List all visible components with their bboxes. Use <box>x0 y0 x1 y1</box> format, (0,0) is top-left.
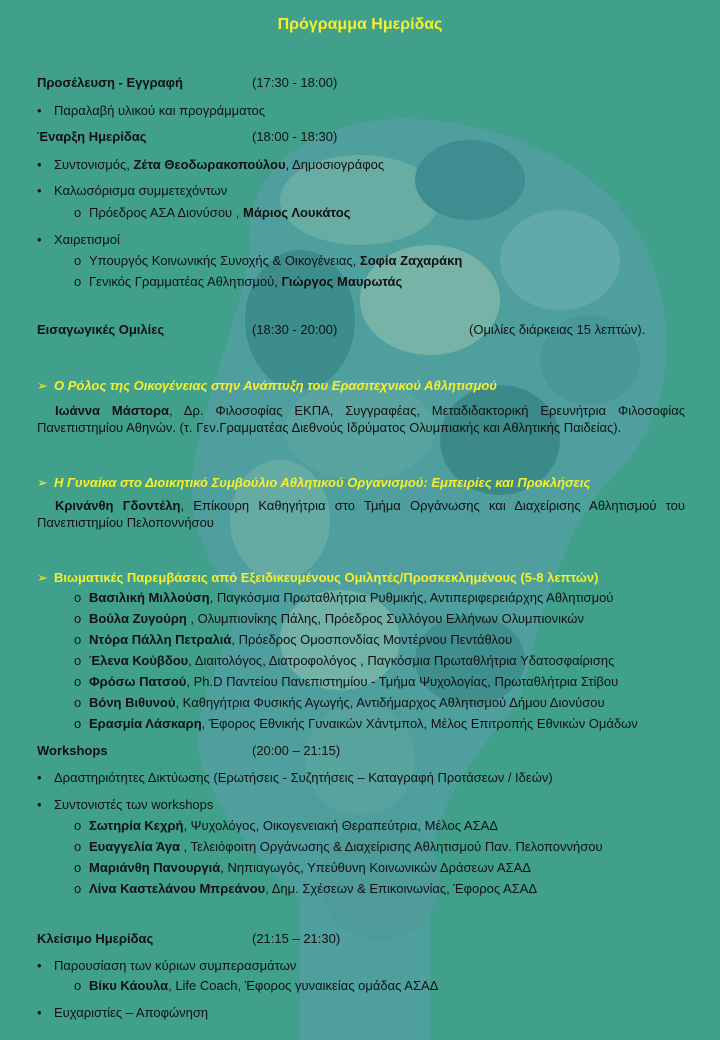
section-heading-workshops: Workshops <box>37 743 108 758</box>
speaker-item: o Έλενα Κούβδου, Διαιτολόγος, Διατροφολόγος , Παγκόσμια Πρωταθλήτρια Υδατοσφαίρισης <box>74 653 615 668</box>
sub-bullet-icon: o <box>74 253 82 268</box>
arrow-bullet-icon: ➢ <box>37 570 48 585</box>
section-time-closing: (21:15 – 21:30) <box>252 931 341 946</box>
sub-list-item: o Γενικός Γραμματέας Αθλητισμού, Γιώργος Μαυρωτάς <box>74 274 403 289</box>
person-name: Ιωάννα Μάστορα <box>55 403 170 418</box>
section-heading-intro: Εισαγωγικές Ομιλίες <box>37 322 165 337</box>
section-heading-arrival: Προσέλευση - Εγγραφή <box>37 75 183 90</box>
sub-list-item: o Βίκυ Κάουλα, Life Coach, Έφορος γυναικείας ομάδας ΑΣΑΔ <box>74 978 439 993</box>
person-name: Ντόρα Πάλλη Πετραλιά <box>89 632 232 647</box>
list-item: • Παρουσίαση των κύριων συμπερασμάτων <box>37 958 297 973</box>
section-time-intro: (18:30 - 20:00) <box>252 322 338 337</box>
section-note-intro: (Ομιλίες διάρκειας 15 λεπτών). <box>469 322 646 337</box>
speaker-item: o Ερασμία Λάσκαρη, Έφορος Εθνικής Γυναικών Χάντμπολ, Μέλος Επιτροπής Εθνικών Ομάδων <box>74 716 638 731</box>
sub-bullet-icon: o <box>74 839 82 854</box>
arrow-bullet-icon: ➢ <box>37 475 48 490</box>
sub-bullet-icon: o <box>74 632 82 647</box>
list-item: • Παραλαβή υλικού και προγράμματος <box>37 103 266 118</box>
coordinator-item: o Σωτηρία Κεχρή, Ψυχολόγος, Οικογενειακή Θεραπεύτρια, Μέλος ΑΣΑΔ <box>74 818 498 833</box>
bullet-icon: • <box>37 183 42 198</box>
talk-title-1: ➢ Ο Ρόλος της Οικογένειας στην Ανάπτυξη του Ερασιτεχνικού Αθλητισμού <box>37 378 497 393</box>
person-name: Φρόσω Πατσού <box>89 674 187 689</box>
bullet-icon: • <box>37 958 42 973</box>
bullet-icon: • <box>37 232 42 247</box>
person-name: Βασιλική Μιλλούση <box>89 590 210 605</box>
list-item: • Χαιρετισμοί <box>37 232 120 247</box>
sub-bullet-icon: o <box>74 590 82 605</box>
person-name: Βόνη Βιθυνού <box>89 695 176 710</box>
person-name: Ευαγγελία Άγα <box>89 839 180 854</box>
sub-bullet-icon: o <box>74 860 82 875</box>
sub-bullet-icon: o <box>74 695 82 710</box>
talk-speaker-bio-1: Ιωάννα Μάστορα, Δρ. Φιλοσοφίας ΕΚΠΑ, Συγγραφέας, Μεταδιδακτορική Ερευνήτρια Φιλοσοφίας Πανεπιστημίου Αθηνών. (τ. Γεν.Γραμματέας Διεθνούς Ιδρύματος Ολυμπιακής και Αθλητικής Παιδείας). <box>37 403 685 435</box>
arrow-bullet-icon: ➢ <box>37 378 48 393</box>
person-name: Ερασμία Λάσκαρη <box>89 716 202 731</box>
interventions-title: ➢ Βιωματικές Παρεμβάσεις από Εξειδικευμένους Ομιλητές/Προσκεκλημένους (5-8 λεπτών) <box>37 570 599 585</box>
section-heading-closing: Κλείσιμο Ημερίδας <box>37 931 154 946</box>
person-name: Μάριος Λουκάτος <box>243 205 351 220</box>
sub-bullet-icon: o <box>74 978 82 993</box>
person-name: Σωτηρία Κεχρή <box>89 818 184 833</box>
sub-bullet-icon: o <box>74 205 82 220</box>
section-time-workshops: (20:00 – 21:15) <box>252 743 341 758</box>
bullet-icon: • <box>37 770 42 785</box>
person-name: Βίκυ Κάουλα <box>89 978 169 993</box>
talk-speaker-bio-2: Κρινάνθη Γδοντέλη, Επίκουρη Καθηγήτρια στο Τμήμα Οργάνωσης και Διαχείρισης Αθλητισμού του Πανεπιστημίου Πελοποννήσου <box>37 498 685 530</box>
sub-bullet-icon: o <box>74 881 82 896</box>
coordinator-item: o Ευαγγελία Άγα , Τελειόφοιτη Οργάνωσης & Διαχείρισης Αθλητισμού Παν. Πελοποννήσου <box>74 839 603 854</box>
sub-bullet-icon: o <box>74 653 82 668</box>
person-name: Βούλα Ζυγούρη <box>89 611 187 626</box>
talk-title-2: ➢ Η Γυναίκα στο Διοικητικό Συμβούλιο Αθλητικού Οργανισμού: Εμπειρίες και Προκλήσεις <box>37 475 591 490</box>
sub-bullet-icon: o <box>74 674 82 689</box>
bullet-icon: • <box>37 1005 42 1020</box>
sub-bullet-icon: o <box>74 274 82 289</box>
speaker-item: o Φρόσω Πατσού, Ph.D Παντείου Πανεπιστημίου - Τμήμα Ψυχολογίας, Πρωταθλήτρια Στίβου <box>74 674 619 689</box>
person-name: Γιώργος Μαυρωτάς <box>281 274 403 289</box>
sub-list-item: o Υπουργός Κοινωνικής Συνοχής & Οικογένειας, Σοφία Ζαχαράκη <box>74 253 463 268</box>
sub-bullet-icon: o <box>74 818 82 833</box>
list-item: • Συντονιστές των workshops <box>37 797 214 812</box>
speaker-item: o Βασιλική Μιλλούση, Παγκόσμια Πρωταθλήτρια Ρυθμικής, Αντιπεριφερειάρχης Αθλητισμού <box>74 590 614 605</box>
coordinator-item: o Λίνα Καστελάνου Μπρεάνου, Δημ. Σχέσεων & Επικοινωνίας, Έφορος ΑΣΑΔ <box>74 881 538 896</box>
person-name: Σοφία Ζαχαράκη <box>359 253 463 268</box>
sub-list-item: o Πρόεδρος ΑΣΑ Διονύσου , Μάριος Λουκάτος <box>74 205 351 220</box>
document-title: Πρόγραμμα Ημερίδας <box>277 16 443 33</box>
bullet-icon: • <box>37 797 42 812</box>
speaker-item: o Βούλα Ζυγούρη , Ολυμπιονίκης Πάλης, Πρόεδρος Συλλόγου Ελλήνων Ολυμπιονικών <box>74 611 584 626</box>
speaker-item: o Βόνη Βιθυνού, Καθηγήτρια Φυσικής Αγωγής, Αντιδήμαρχος Αθλητισμού Δήμου Διονύσου <box>74 695 605 710</box>
speaker-item: o Ντόρα Πάλλη Πετραλιά, Πρόεδρος Ομοσπονδίας Μοντέρνου Πεντάθλου <box>74 632 513 647</box>
coordinator-item: o Μαριάνθη Πανουργιά, Νηπιαγωγός, Υπεύθυνη Κοινωνικών Δράσεων ΑΣΑΔ <box>74 860 531 875</box>
sub-bullet-icon: o <box>74 611 82 626</box>
section-time-opening: (18:00 - 18:30) <box>252 129 338 144</box>
sub-bullet-icon: o <box>74 716 82 731</box>
bullet-icon: • <box>37 103 42 118</box>
bullet-icon: • <box>37 157 42 172</box>
person-name: Ζέτα Θεοδωρακοπούλου <box>133 157 286 172</box>
person-name: Μαριάνθη Πανουργιά <box>89 860 221 875</box>
person-name: Έλενα Κούβδου <box>89 653 189 668</box>
person-name: Λίνα Καστελάνου Μπρεάνου <box>89 881 266 896</box>
list-item: • Συντονισμός, Ζέτα Θεοδωρακοπούλου, Δημοσιογράφος <box>37 157 385 172</box>
list-item: • Δραστηριότητες Δικτύωσης (Ερωτήσεις - Συζητήσεις – Καταγραφή Προτάσεων / Ιδεών) <box>37 770 553 785</box>
list-item: • Καλωσόρισμα συμμετεχόντων <box>37 183 228 198</box>
section-time-arrival: (17:30 - 18:00) <box>252 75 338 90</box>
person-name: Κρινάνθη Γδοντέλη <box>55 498 181 513</box>
section-heading-opening: Έναρξη Ημερίδας <box>37 129 147 144</box>
list-item: • Ευχαριστίες – Αποφώνηση <box>37 1005 209 1020</box>
